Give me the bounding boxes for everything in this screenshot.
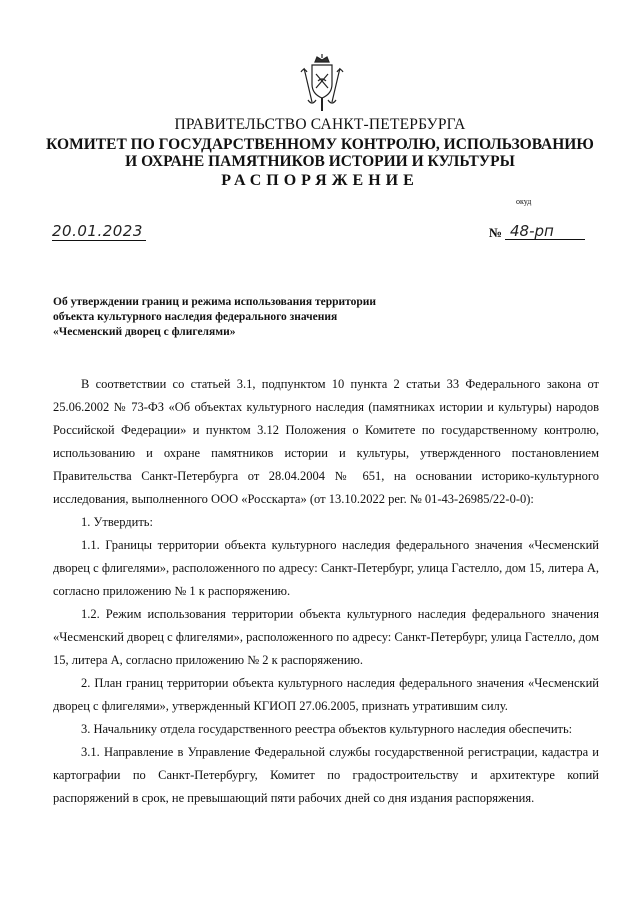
clause-3-1: 3.1. Направление в Управление Федеральной службы государственной регистрации, кадастра и картографии по Санкт-Петербургу, Комитет по градостроительству и архитектуре копий распоряжений в срок, не превышающий пяти рабочих дней со дня издания распоряжения.: [53, 745, 599, 805]
subject-line1: Об утверждении границ и режима использования территории: [53, 296, 377, 308]
document-number: 48-рп: [505, 222, 585, 240]
preamble-paragraph: В соответствии со статьей 3.1, подпунктом 10 пункта 2 статьи 33 Федерального закона от 25.06.2002 № 73-ФЗ «Об объектах культурного наследия (памятниках истории и культуры) народов Российской Федерации» и пунктом 3.12 Положения о Комитете по государственному контролю, использованию и охране памятников истории и культуры, утвержденного постановлением Правительства Санкт-Петербурга от 28.04.2004 № 651, на основании историко-культурного исследования, выполненного ООО «Росскарта» (от 13.10.2022 рег. № 01-43-26985/22-0-0):: [53, 377, 599, 506]
clause-1-2: 1.2. Режим использования территории объекта культурного наследия федерального значения «Чесменский дворец с флигелями», расположенного по адресу: Санкт-Петербург, улица Гастелло, дом 15, литера А, согласно приложению № 2 к распоряжению.: [53, 607, 599, 667]
committee-title-line1: КОМИТЕТ ПО ГОСУДАРСТВЕННОМУ КОНТРОЛЮ, ИСПОЛЬЗОВАНИЮ: [46, 136, 594, 153]
coat-of-arms-icon: [298, 54, 346, 112]
document-body: [53, 373, 599, 810]
committee-title: [0, 136, 640, 170]
clause-3: 3. Начальнику отдела государственного реестра объектов культурного наследия обеспечить:: [81, 722, 573, 736]
subject-line2: объекта культурного наследия федерального значения: [53, 311, 338, 323]
government-title: ПРАВИТЕЛЬСТВО САНКТ-ПЕТЕРБУРГА: [174, 116, 466, 133]
okud-label: окуд: [516, 197, 532, 206]
clause-1: 1. Утвердить:: [81, 515, 153, 529]
document-type: РАСПОРЯЖЕНИЕ: [221, 172, 419, 189]
subject-line3: «Чесменский дворец с флигелями»: [53, 326, 236, 338]
committee-title-line2: И ОХРАНЕ ПАМЯТНИКОВ ИСТОРИИ И КУЛЬТУРЫ: [125, 153, 515, 170]
number-label: №: [489, 225, 503, 240]
document-subject: [53, 295, 453, 340]
clause-1-1: 1.1. Границы территории объекта культурного наследия федерального значения «Чесменский дворец с флигелями», расположенного по адресу: Санкт-Петербург, улица Гастелло, дом 15, литера А, согласно приложению № 1 к распоряжению.: [53, 538, 599, 598]
document-date: 20.01.2023: [52, 222, 146, 241]
clause-2: 2. План границ территории объекта культурного наследия федерального значения «Чесменский дворец с флигелями», утвержденный КГИОП 27.06.2005, признать утратившим силу.: [53, 676, 599, 713]
